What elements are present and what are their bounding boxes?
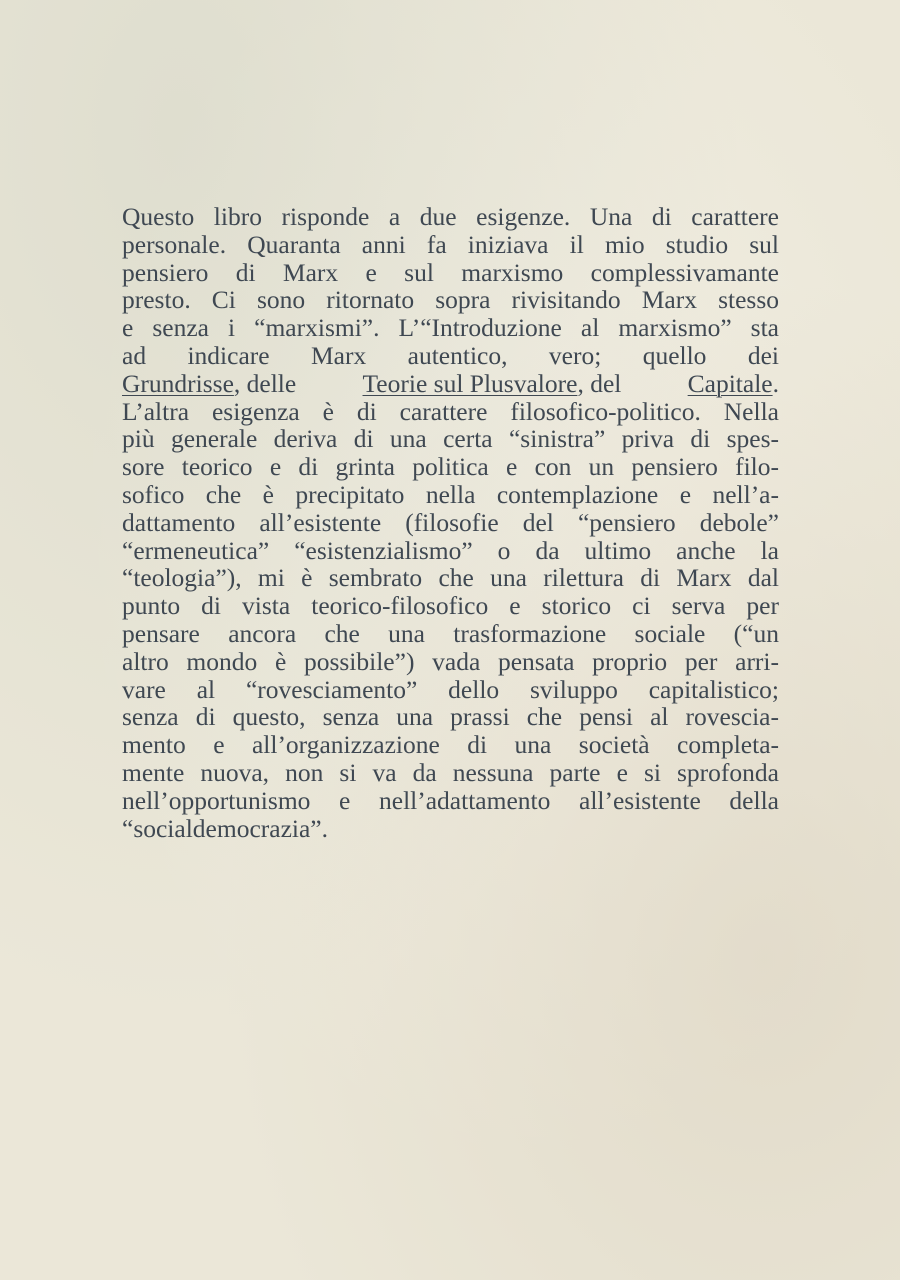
blurb-line: mente nuova, non si va da nessuna parte e si sprofonda [122,757,779,787]
blurb-line: Questo libro risponde a due esigenze. Una di carattere [122,202,779,231]
blurb-line: “teologia”), mi è sembrato che una rilettura di Marx dal [122,563,779,593]
blurb-line: altro mondo è possibile”) vada pensata proprio per arri- [122,646,779,676]
blurb-line: “ermeneutica” “esistenzialismo” o da ultimo anche la [122,535,779,565]
separator: , delle [233,368,297,398]
blurb-line: senza di questo, senza una prassi che pensi al rovescia- [122,702,779,732]
blurb-line: e senza i “marxismi”. L’“Introduzione al marxismo” sta [122,313,779,343]
back-cover-blurb [122,203,779,842]
work-title-grundrisse: Grundrisse [122,368,234,398]
blurb-line: sofico che è precipitato nella contemplazione e nell’a- [122,479,779,509]
blurb-line: ad indicare Marx autentico, vero; quello dei [122,340,779,370]
work-title-teorie: Teorie sul Plusvalore [362,368,578,398]
blurb-line: punto di vista teorico-filosofico e storico ci serva per [122,591,779,621]
blurb-line: pensiero di Marx e sul marxismo complessivamante [122,257,779,287]
blurb-line: vare al “rovesciamento” dello sviluppo capitalistico; [122,674,779,704]
blurb-line-works [122,370,779,398]
blurb-line: nell’opportunismo e nell’adattamento all’esistente della [122,785,779,815]
blurb-line: “socialdemocrazia”. [122,813,328,843]
blurb-line: L’altra esigenza è di carattere filosofico-politico. Nella [122,396,779,426]
blurb-line: mento e all’organizzazione di una società completa- [122,730,779,760]
blurb-line: più generale deriva di una certa “sinistra” priva di spes- [122,424,779,454]
blurb-line: dattamento all’esistente (filosofie del “pensiero debole” [122,507,779,537]
blurb-line: personale. Quaranta anni fa iniziava il mio studio sul [122,229,779,259]
blurb-line: sore teorico e di grinta politica e con un pensiero filo- [122,452,779,482]
separator: . [772,368,779,398]
separator: , del [577,368,622,398]
blurb-line: pensare ancora che una trasformazione sociale (“un [122,618,779,648]
work-title-capitale: Capitale [687,368,773,398]
blurb-line: presto. Ci sono ritornato sopra rivisitando Marx stesso [122,285,779,315]
